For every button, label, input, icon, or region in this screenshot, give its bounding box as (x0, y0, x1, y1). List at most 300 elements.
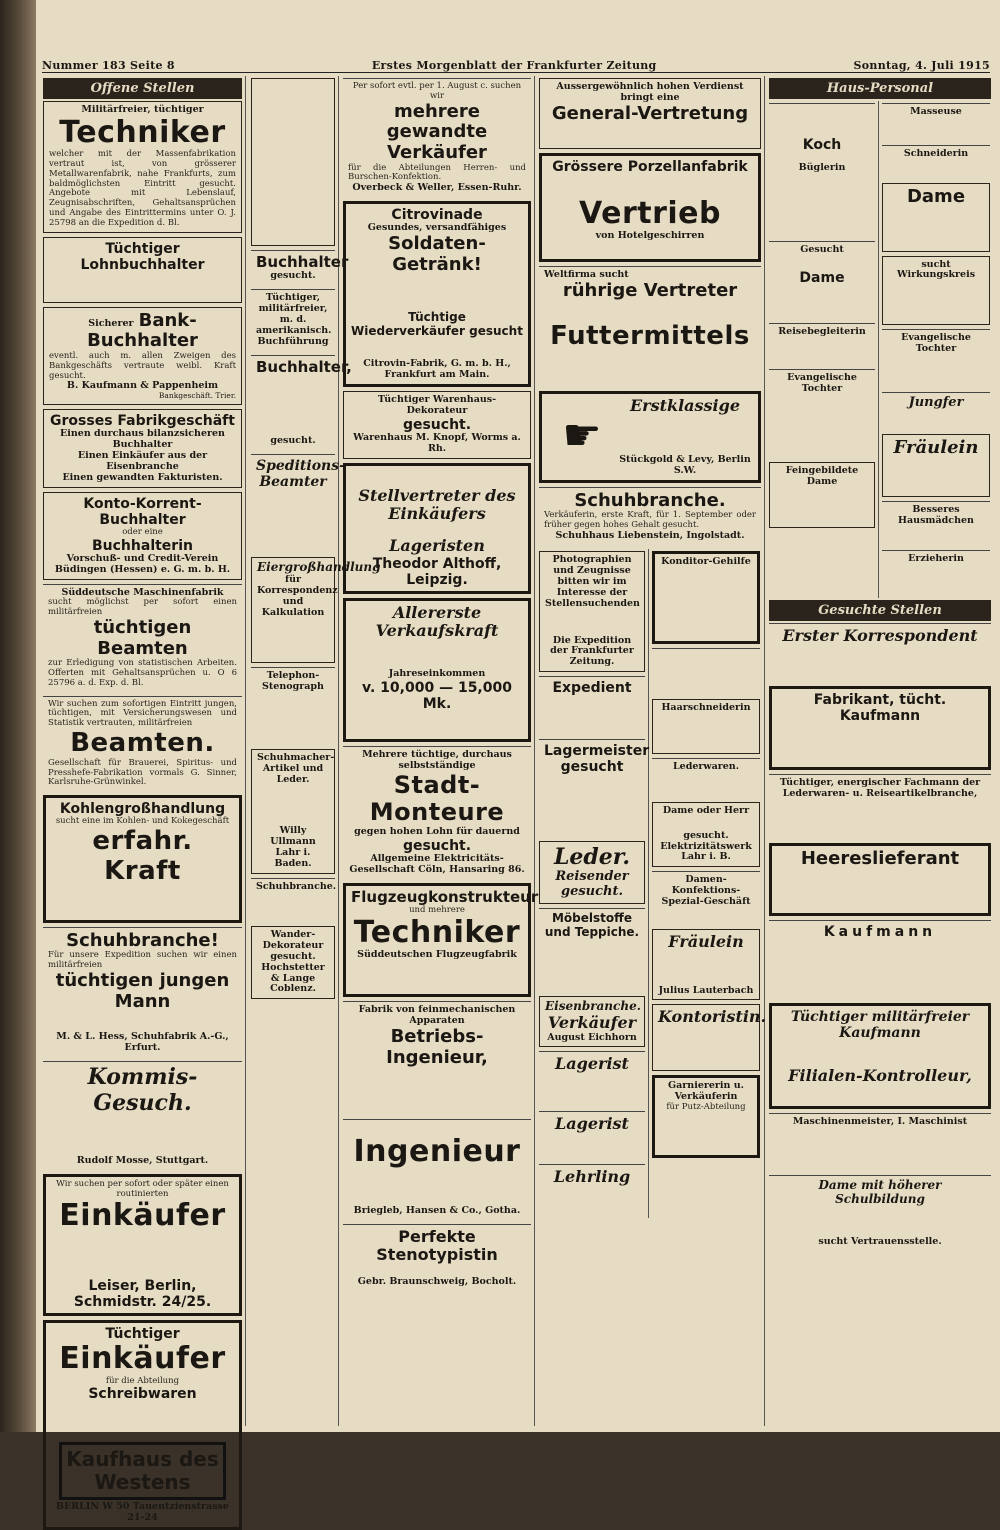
ad-lagerist2-body (544, 1133, 640, 1157)
ad-kaufmann-title: Kaufmann (823, 923, 937, 940)
ad-bank-buchhalter (43, 307, 242, 405)
ad-amerikanisch-text: Tüchtiger, militärfreier, m. d. amerikanisch. Buchführung (256, 292, 332, 347)
ad-citrovinade (343, 201, 531, 387)
ad-betrieb-top: Fabrik von feinmechanischen Apparaten (358, 1004, 516, 1027)
ad-fabrikant-body (777, 724, 983, 764)
ad-buchhalter2-sub: gesucht. (270, 435, 316, 447)
ad-fraeulein1-firm: Julius Lauterbach (658, 984, 754, 996)
ad-dekorateur (343, 391, 531, 459)
ad-lagerist-1 (539, 1051, 645, 1106)
ad-flugzeug-title-2: Techniker (353, 914, 521, 950)
ad-schuhmacher (251, 749, 335, 873)
ad-konfektion-title: Damen-Konfektions-Spezial-Geschäft (661, 874, 751, 908)
ad-feingebildete-dame (769, 462, 875, 528)
ad-althoff-title: Stellvertreter des Einkäufers (358, 485, 516, 524)
ad-futtermittel (539, 266, 761, 387)
ad-evang1-body (887, 355, 985, 385)
ad-flugzeug (343, 883, 539, 997)
section-offene-stellen: Offene Stellen (43, 78, 242, 99)
ad-einkaeufer2-top: Tüchtiger (105, 1325, 180, 1342)
ad-damen-konfektion (652, 871, 760, 925)
column-4-left (766, 101, 879, 598)
ad-reklamation (251, 78, 335, 246)
ad-masseuse-body (887, 118, 985, 138)
ad-lagerist1-body (544, 1074, 640, 1104)
ad-techniker-text: welcher mit der Massenfabrikation vertraut ist, von grösserer Metallwarenfabrik, nahe Frankfurts, zum baldmöglichsten Eintritt gesucht. Angebote mit Lebenslauf, Zeugnisabschriften, Gehaltsansprüchen und Angabe des Eintrittermins unter O. J. 25798 an die Expedition d. Bl. (49, 149, 236, 228)
ad-lagerist-2 (539, 1111, 645, 1160)
ad-beamten (43, 696, 242, 791)
ad-korrespondent-title: Erster Korrespondent (782, 625, 978, 645)
ad-evangelische-tochter-2 (769, 369, 875, 458)
ad-citrovinade-firm: Citrovin-Fabrik, G. m. b. H., Frankfurt am Main. (363, 358, 511, 380)
ad-verkaufskraft-body (351, 641, 523, 669)
ad-schuh3-text: Verkäuferin, erste Kraft, für 1. September oder früher gegen hohes Gehalt gesucht. (544, 510, 756, 531)
ad-koch-title: Koch (802, 137, 842, 153)
ad-schulbildung (769, 1175, 991, 1251)
ad-lohnbuchhalter (43, 237, 242, 303)
ad-garniererin (652, 1075, 760, 1159)
ad-monteure-mid: gegen hohen Lohn für dauernd (354, 825, 520, 837)
ad-stenotypistin (343, 1224, 531, 1291)
ad-bank-pre: Sicherer (88, 317, 134, 329)
ad-monteure-sub: gesucht. (402, 837, 472, 854)
ad-porzellan-title: Grössere Porzellanfabrik (552, 158, 748, 175)
ad-betrieb-title: Betriebs-Ingenieur, (386, 1026, 488, 1068)
ad-maschinen-title: tüchtigen Beamten (93, 617, 192, 659)
ad-althoff-body-2 (351, 523, 523, 537)
ad-body-block-text (657, 652, 755, 692)
ad-ingenieur (343, 1119, 531, 1219)
ad-schulbildung-body (774, 1207, 986, 1237)
ad-erzieherin (882, 550, 990, 594)
ad-schuh1-title: Schuhbranche! (66, 929, 219, 951)
kaufhaus-des-westens-logo: Kaufhaus des Westens (59, 1442, 227, 1500)
ad-eisenbranche (539, 996, 645, 1047)
ad-evang2-title: Evangelische Tochter (787, 371, 857, 394)
ad-maschinen-top: Süddeutsche Maschinenfabrik (61, 586, 224, 598)
ad-verkaufskraft (343, 598, 531, 742)
ad-verkaufskraft-title: Allererste Verkaufskraft (375, 603, 499, 641)
ad-konto-mid: oder eine (122, 526, 163, 537)
ad-fraeulein-1 (652, 929, 760, 1000)
ad-erzieherin-title: Erzieherin (908, 552, 964, 564)
ad-lederwaren (652, 758, 760, 798)
ad-schuh3-firm: Schuhhaus Liebenstein, Ingolstadt. (555, 530, 745, 541)
ad-dekorateur-firm: Warenhaus M. Knopf, Worms a. Rh. (353, 431, 521, 454)
column-4 (766, 76, 994, 1426)
ad-beamten-firm: Gesellschaft für Brauerei, Spiritus- und Presshefe-Fabrikation vormals G. Sinner, Karlsruhe-Grünwinkel. (48, 757, 237, 788)
book-binding (0, 0, 36, 1432)
ad-moebel-title: Möbelstoffe und Teppiche. (544, 910, 640, 939)
ad-steno-body (348, 1265, 526, 1277)
ad-futter-title: rührige Vertreter (562, 279, 738, 301)
ad-wirkungskreis-title: sucht Wirkungskreis (896, 258, 976, 281)
ad-koch-sub: Büglerin (798, 162, 846, 174)
ad-evangelische-tochter-1 (882, 329, 990, 388)
ad-porzellan-title-2: Vertrieb (579, 195, 721, 231)
ad-masseuse-title: Masseuse (910, 106, 962, 117)
ad-lehrling-title: Lehrling (553, 1167, 631, 1187)
ad-masseuse (882, 103, 990, 141)
ad-buchhalter-1 (251, 250, 349, 285)
ad-erstklassige-title: Erstklassige (629, 395, 740, 415)
ad-photo-text: Photographien und Zeugnisse bitten wir im Interesse der Stellensuchenden (545, 553, 640, 609)
ad-buchhalter1-sub: gesucht. (270, 270, 316, 282)
ad-korrespondent-body (774, 645, 986, 679)
ad-futter-body (544, 302, 756, 322)
ad-schuhmacher-firm: Willy Ullmann Lahr i. Baden. (270, 825, 316, 869)
ad-konto-korrent (43, 492, 242, 580)
ad-buchhalter-2 (251, 355, 352, 450)
ad-gesucht-dame (769, 241, 875, 319)
ad-eisen-firm: August Eichhorn (547, 1031, 637, 1043)
ad-kommis-body (48, 1116, 237, 1156)
ad-porzellan-sub: von Hotelgeschirren (595, 230, 705, 242)
ad-reise-title: Reisebegleiterin (778, 326, 866, 338)
ad-einkaeufer-2 (43, 1320, 242, 1530)
ad-buchhalter1-title: Buchhalter (256, 253, 349, 271)
ad-kommis-firm: Rudolf Mosse, Stuttgart. (76, 1154, 209, 1166)
column-4-split (766, 101, 994, 598)
ad-koch (769, 103, 875, 237)
ad-schneiderin-title: Schneiderin (903, 147, 969, 159)
ad-hausmaedchen-body (887, 527, 985, 543)
ad-einkaeufer2-mid: für die Abteilung (105, 1375, 180, 1386)
ad-feingebildet-body (775, 488, 869, 524)
ad-expedient (539, 676, 645, 735)
ad-kaufmann-body (774, 940, 986, 996)
ad-wirkungskreis-body (888, 281, 984, 321)
ad-konto-title-2: Buchhalterin (92, 537, 193, 554)
ad-militaer-sub: Filialen-Kontrolleur, (788, 1066, 972, 1085)
ad-lederwaren-title: Lederwaren. (672, 760, 739, 772)
ad-einkaeufer2-body (51, 1402, 234, 1438)
ad-dame-oder-herr (652, 802, 760, 868)
ad-erstklassige (539, 391, 761, 483)
ad-kohlen (43, 795, 242, 923)
ad-dameherr-body (658, 817, 754, 831)
ad-fraeulein-2 (882, 434, 990, 497)
ad-stadt-monteure (343, 746, 531, 879)
ad-hausmaedchen-title: Besseres Hausmädchen (898, 503, 974, 526)
ad-photo-firm: Die Expedition der Frankfurter Zeitung. (550, 634, 634, 668)
ad-einkaeufer1-text: Wir suchen per sofort oder später einen routinierten (56, 1178, 229, 1199)
ad-dame2-body (888, 208, 984, 248)
ad-kontoristin (652, 1004, 767, 1070)
ad-haarschneiderin (652, 699, 760, 754)
ad-verkaeufer (343, 78, 531, 197)
ad-buchhalter2-title: Buchhalter, (256, 357, 352, 376)
column-3-right (649, 549, 767, 1218)
ad-fabrik-line-2: Einen Einkäufer aus der Eisenbranche (77, 449, 208, 472)
ad-einkaeufer2-addr: BERLIN W 50 Tauentzienstrasse 21-24 (56, 1501, 229, 1524)
ad-konditor-body (660, 568, 752, 638)
ad-konditor-title: Konditor-Gehilfe (661, 555, 751, 567)
ad-general-vertretung (539, 78, 761, 149)
ad-heereslieferant (769, 843, 991, 916)
ad-konto-title: Konto-Korrent-Buchhalter (83, 495, 202, 528)
ad-monteure-firm: Allgemeine Elektricitäts-Gesellschaft Cöln, Hansaring 86. (349, 852, 525, 875)
ad-kontoristin-body (658, 1027, 754, 1067)
ad-leder (539, 841, 645, 904)
ad-eier-title: Eiergroßhandlung (257, 560, 381, 575)
ad-eiergrosshandlung (251, 557, 381, 662)
ad-verkaufskraft-body-2 (351, 712, 523, 736)
ad-lagermeister-title: Lagermeister gesucht (544, 743, 650, 776)
ad-schuh1-title-2: tüchtigen jungen Mann (55, 970, 230, 1012)
ad-althoff-title-2: Lageristen (389, 536, 485, 556)
ad-lohnbuchhalter-title: Tüchtiger Lohnbuchhalter (80, 240, 205, 273)
ad-moebel-body (544, 939, 640, 989)
ad-schuh3-title: Schuhbranche. (574, 489, 726, 511)
ad-einkaeufer1-body (51, 1234, 234, 1278)
ad-reklamation-text (257, 82, 329, 92)
column-2-left (248, 76, 381, 1426)
ad-feingebildet-title: Feingebildete Dame (785, 464, 859, 487)
ad-fabrik-title: Grosses Fabrikgeschäft (50, 412, 235, 429)
ad-kommis (43, 1061, 242, 1170)
ad-schuh2-title: Schuhbranche. (256, 880, 337, 892)
ad-maschinenmeister-body (774, 1128, 986, 1168)
ad-bank-title: Bank-Buchhalter (87, 309, 198, 352)
ad-monteure-top: Mehrere tüchtige, durchaus selbstständige (362, 748, 512, 771)
ad-dameherr-sub: gesucht. (683, 829, 729, 841)
ad-lehrling-body (544, 1187, 640, 1211)
ad-militaer-body-2 (777, 1085, 983, 1103)
ad-techniker-title: Techniker (59, 114, 226, 150)
ad-fabrikant (769, 686, 991, 770)
ad-kohlen-text: sucht eine im Kohlen- und Kokegeschäft (55, 816, 230, 827)
ad-evang1-title: Evangelische Tochter (901, 332, 971, 355)
ad-dame2-title: Dame (906, 185, 966, 207)
ad-jungfer-title: Jungfer (908, 395, 964, 411)
ad-general-title: General-Vertretung (551, 102, 749, 124)
ad-porzellanfabrik (539, 153, 761, 263)
ad-kaufmann (769, 920, 991, 999)
ad-verkaeufer-top: Per sofort evtl. per 1. August c. suchen wir (352, 81, 522, 101)
ad-futter-title-2: Futtermittels (550, 320, 750, 351)
ad-verkaeufer-text: für die Abteilungen Herren- und Burschen-Konfektion. (348, 162, 526, 183)
ad-althoff-firm: Theodor Althoff, Leipzig. (372, 555, 502, 588)
ad-flugzeug-title: Flugzeugkonstrukteur (351, 887, 539, 906)
ad-ingenieur-title: Ingenieur (353, 1134, 521, 1170)
ad-lagerist2-title: Lagerist (555, 1113, 629, 1133)
ad-schneiderin-body (887, 160, 985, 176)
ad-eier-body (257, 619, 329, 659)
ad-eisen-sub: Verkäufer (547, 1013, 637, 1033)
ad-moebelstoffe (539, 908, 645, 993)
ad-bank-sub: Bankgeschäft. Trier. (158, 391, 236, 401)
ad-leder-title: Leder. (553, 843, 631, 870)
ad-erstklassige-body (617, 415, 753, 455)
ad-fabrik-line-3: Einen gewandten Fakturisten. (62, 471, 223, 483)
ad-haar-body (658, 714, 754, 750)
ad-steno-title: Perfekte Stenotypistin (376, 1226, 498, 1265)
ad-flugzeug-firm: Süddeutschen Flugzeugfabrik (357, 949, 517, 961)
ad-heeres-title: Heereslieferant (800, 848, 960, 870)
ad-expedient-title: Expedient (552, 680, 632, 697)
ad-althoff-body (351, 469, 523, 487)
ad-verkaeufer-firm: Overbeck & Weller, Essen-Ruhr. (352, 182, 522, 194)
ad-konto-firm: Vorschuß- und Credit-Verein Büdingen (Hessen) e. G. m. b. H. (54, 552, 231, 575)
ad-maschinenfabrik (43, 584, 242, 692)
ad-porzellan-body (547, 175, 753, 197)
ad-verkaufskraft-amount: v. 10,000 — 15,000 Mk. (362, 679, 512, 712)
ad-maschinen-text: sucht möglichst per sofort einen militärfreien (48, 597, 237, 618)
ad-dekorateur-title: Tüchtiger Warenhaus-Dekorateur (377, 393, 497, 416)
ad-schuhbranche-1 (43, 927, 242, 1057)
ad-wander-dekorateur (251, 926, 335, 1000)
ad-telephon (251, 667, 335, 746)
ad-wander-firm: Hochstetter & Lange Coblenz. (261, 961, 325, 995)
ad-lederwaren-fachmann (769, 774, 991, 839)
ad-telephon-title: Telephon-Stenograph (262, 669, 324, 692)
ad-einkaeufer1-firm: Leiser, Berlin, Schmidstr. 24/25. (73, 1277, 212, 1310)
ad-gesucht-dame-title: Dame (799, 269, 845, 286)
ad-einkaeufer1-title: Einkäufer (59, 1198, 226, 1234)
ad-lehrling (539, 1164, 645, 1213)
ad-kohlen-top: Kohlengroßhandlung (59, 801, 226, 818)
ad-citrovinade-top: Citrovinade (391, 207, 483, 224)
ad-dameherr-title: Dame oder Herr (662, 804, 750, 816)
ad-gesucht-title: Gesucht (800, 244, 844, 256)
ad-koch-body (774, 107, 870, 137)
ad-schuh1-firm: M. & L. Hess, Schuhfabrik A.-G., Erfurt. (56, 1031, 229, 1054)
ad-korrespondent (769, 623, 991, 682)
ad-reisebegleiterin (769, 323, 875, 365)
ad-monteure-title: Stadt-Monteure (369, 770, 505, 827)
ad-beamten-top: Wir suchen zum sofortigen Eintritt jungen, tüchtigen, mit Versicherungswesen und Statistik vertrauten, militärfreien (48, 698, 237, 729)
ad-wirkungskreis (882, 256, 990, 326)
ad-jungfer (882, 392, 990, 430)
pointing-hand-icon: ☛ (562, 410, 602, 462)
column-1 (40, 76, 246, 1524)
ad-betriebs-ingenieur (343, 1001, 531, 1115)
ad-konfektion-body (657, 908, 755, 922)
ad-telephon-body (256, 692, 330, 742)
ad-verkaeufer-title: mehrere gewandte Verkäufer (386, 100, 488, 163)
ad-betrieb-body (348, 1068, 526, 1112)
column-3-split (536, 549, 767, 1218)
ad-futter-body-2 (544, 352, 756, 384)
ad-fraeulein1-title: Fräulein (668, 932, 744, 952)
ad-militaerfreier-kaufmann (769, 1003, 991, 1110)
ad-garniererin-body (660, 1112, 752, 1152)
ad-dameherr-firm: Elektrizitätswerk Lahr i. B. (660, 840, 752, 863)
ad-buchhalter2-body (256, 376, 330, 436)
ad-gesucht-body-2 (774, 286, 870, 316)
ad-techniker (43, 101, 242, 233)
ad-einkaeufer-1 (43, 1174, 242, 1316)
masthead-date: Sonntag, 4. Juli 1915 (853, 59, 990, 72)
section-gesuchte-stellen: Gesuchte Stellen (769, 600, 991, 621)
ad-fabrik-line-1: Einen durchaus bilanzsicheren Buchhalter (60, 428, 225, 450)
ad-schuhmacher-title: Schuhmacher-Artikel und Leder. (257, 752, 335, 786)
ad-militaer-body (777, 1041, 983, 1067)
ad-fachmann-body (774, 800, 986, 836)
ad-schuh2-body (256, 893, 330, 919)
ad-fabrikant-title: Fabrikant, tücht. Kaufmann (813, 692, 947, 725)
column-2-right (340, 76, 539, 1426)
ad-photographien (539, 551, 645, 672)
ad-schuh1-text: Für unsere Expedition suchen wir einen militärfreien (48, 950, 237, 971)
ad-schulbildung-sub: sucht Vertrauensstelle. (818, 1235, 942, 1247)
ad-bank-firm: B. Kaufmann & Pappenheim (66, 380, 219, 392)
ad-konditor (652, 551, 760, 644)
ad-fraeulein2-title: Fräulein (893, 437, 979, 459)
masthead-issue: Nummer 183 Seite 8 (42, 59, 175, 72)
ad-lagermeister (539, 739, 650, 836)
ad-steno-firm: Gebr. Braunschweig, Bocholt. (357, 1275, 517, 1287)
ad-futter-top: Weltfirma sucht (544, 269, 629, 281)
ad-speditions-body (256, 490, 330, 550)
ad-militaer-title: Tüchtiger militärfreier Kaufmann (790, 1008, 970, 1041)
ad-beamten-title: Beamten. (70, 727, 215, 758)
ad-eier-mid: für Korrespondenz und Kalkulation (257, 573, 338, 618)
ad-einkaeufer2-title: Einkäufer (59, 1341, 226, 1377)
ad-schuhbranche-2 (251, 878, 335, 922)
ad-fachmann-title: Tüchtiger, energischer Fachmann der Lederwaren- u. Reiseartikelbranche, (779, 777, 981, 800)
ad-ingenieur-firm: Briegleb, Hansen & Co., Gotha. (353, 1204, 521, 1216)
ad-flugzeug-body (351, 961, 523, 991)
masthead-title: Erstes Morgenblatt der Frankfurter Zeitung (371, 59, 657, 72)
ad-eisen-title: Eisenbranche. (545, 999, 641, 1014)
ad-dame-2 (882, 183, 990, 252)
ad-jungfer-body (887, 411, 985, 427)
ad-body-block (652, 648, 760, 695)
ad-schuhmacher-body (257, 786, 329, 826)
ad-evang2-body (774, 395, 870, 455)
ad-porzellan-body-2 (547, 242, 753, 256)
ad-schuhbranche-3 (539, 487, 761, 545)
ad-leder-sub: Reisender gesucht. (555, 868, 629, 899)
ad-einkaeufer2-sub: Schreibwaren (88, 1386, 197, 1403)
ad-citrovinade-title: Soldaten-Getränk! (388, 233, 486, 275)
ad-lagermeister-body (544, 776, 640, 834)
ad-bank-text: eventl. auch m. allen Zweigen des Bankgeschäfts vertraute weibl. Kraft gesucht. (49, 351, 236, 381)
ad-techniker-intro: Militärfreier, tüchtiger (81, 104, 204, 115)
ad-maschinen-text-2: zur Erledigung von statistischen Arbeiten. Offerten mit Gehaltsansprüchen u. O 6 25796 a. d. Exp. d. Bl. (48, 658, 237, 688)
ad-fraeulein2-body (888, 459, 984, 493)
ad-speditions (251, 454, 345, 553)
ad-kohlen-title: erfahr. Kraft (92, 826, 193, 886)
ad-kommis-title: Kommis-Gesuch. (87, 1064, 198, 1116)
ad-hausmaedchen (882, 501, 990, 546)
ad-general-top: Aussergewöhnlich hohen Verdienst bringt eine (556, 81, 744, 103)
ad-maschinenmeister-title: Maschinenmeister, I. Maschinist (792, 1116, 968, 1128)
masthead (42, 58, 990, 73)
ad-reise-body (774, 338, 870, 362)
ad-haar-title: Haarschneiderin (661, 701, 751, 713)
ad-schuh1-body (48, 1012, 237, 1032)
ad-kohlen-body (51, 887, 234, 917)
ad-photo-body (545, 610, 639, 636)
column-3 (536, 76, 765, 1426)
ad-erstklassige-firm: Stückgold & Levy, Berlin S.W. (619, 453, 751, 476)
ad-ingenieur-body-2 (348, 1170, 526, 1206)
ad-lagerist1-title: Lagerist (555, 1054, 629, 1074)
newspaper-page (36, 0, 1000, 1524)
ad-fabrikgeschaeft (43, 409, 242, 488)
ad-schulbildung-title: Dame mit höherer Schulbildung (818, 1178, 942, 1207)
ad-verkaufskraft-mid: Jahreseinkommen (388, 667, 486, 679)
ad-dekorateur-sub: gesucht. (402, 416, 472, 433)
ad-heeres-body (777, 870, 983, 910)
ad-maschinenmeister (769, 1113, 991, 1171)
ad-wander-title: Wander-Dekorateur gesucht. (262, 928, 324, 962)
ad-erzieherin-body (887, 565, 985, 591)
ad-flugzeug-mid: und mehrere (409, 905, 465, 916)
